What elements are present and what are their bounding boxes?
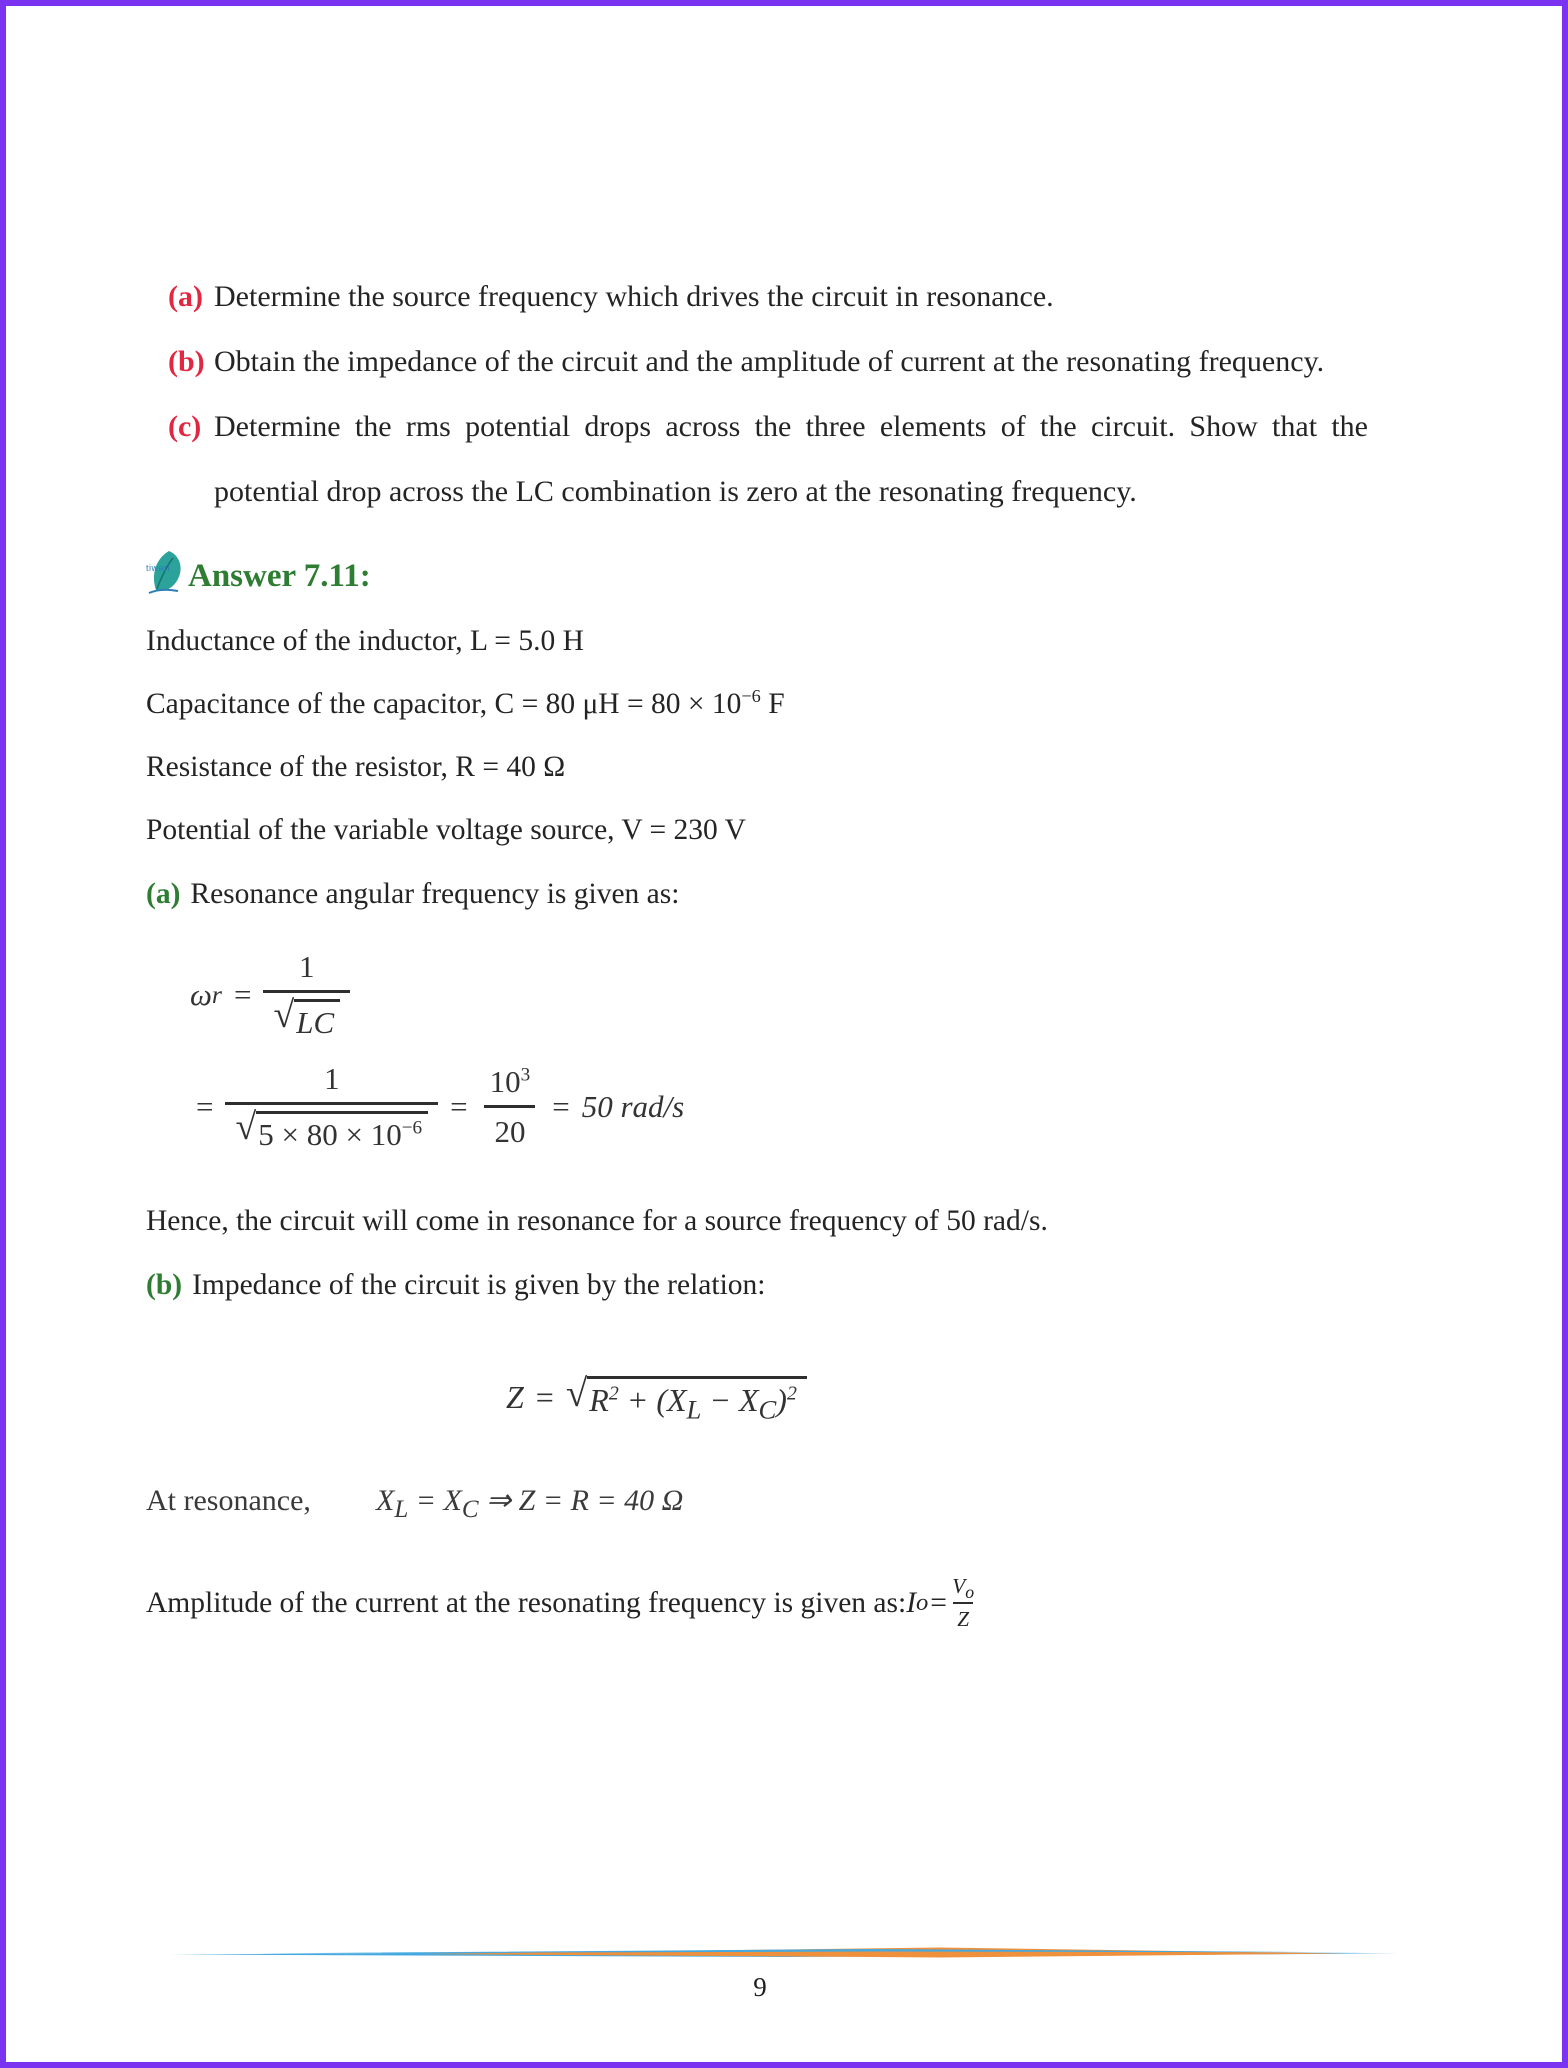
ten-exponent: 3 <box>520 1064 531 1086</box>
fraction <box>263 949 350 1041</box>
current-symbol: I <box>906 1586 917 1619</box>
v-subscript: o <box>965 1582 975 1603</box>
page-content <box>6 264 1562 1632</box>
at-resonance-line <box>146 1483 1368 1523</box>
ten-base: 10 <box>489 1064 521 1099</box>
question-text-a: Determine the source frequency which drives the circuit in resonance. <box>214 280 1054 313</box>
xl-subscript: L <box>686 1394 702 1425</box>
question-block <box>168 264 1368 524</box>
resonance-equation <box>376 1484 684 1523</box>
radical-sign: √ <box>565 1372 588 1415</box>
minus-x: − X <box>701 1382 759 1418</box>
fraction <box>225 1061 438 1153</box>
c-subscript: C <box>461 1496 479 1523</box>
square-root <box>273 994 340 1041</box>
numerator <box>480 1064 541 1105</box>
paren-exponent: 2 <box>786 1382 797 1405</box>
question-item-c <box>168 394 1368 524</box>
formula-omega-value <box>184 1061 1368 1153</box>
l-subscript: L <box>394 1496 409 1523</box>
amplitude-text: Amplitude of the current at the resonating frequency is given as: <box>146 1586 907 1619</box>
radical-sign: √ <box>235 1106 257 1148</box>
z-symbol: Z <box>506 1379 524 1415</box>
formula-impedance <box>506 1372 1368 1425</box>
radicand: LC <box>294 999 340 1041</box>
given-capacitance <box>146 673 1368 736</box>
answer-heading-text: Answer 7.11: <box>188 558 371 594</box>
denominator: Z <box>953 1602 973 1632</box>
numerator: 1 <box>324 1061 340 1096</box>
at-resonance-label: At resonance, <box>146 1484 311 1517</box>
numerator <box>948 1574 978 1602</box>
v-symbol: V <box>952 1574 966 1598</box>
r-exponent: 2 <box>608 1382 619 1405</box>
formula-omega-r: ω r = 1 √ LC <box>190 949 1368 1041</box>
radical-sign: √ <box>273 994 295 1036</box>
amplitude-line: Amplitude of the current at the resonating frequency is given as: I o = $\frac{V_o}{Z}$ <box>146 1574 1368 1632</box>
equals-sign: = <box>196 1089 214 1124</box>
question-marker-a: (a) <box>168 280 203 313</box>
given-resistance: Resistance of the resistor, R = 40 Ω <box>146 751 566 783</box>
equals-sign: = <box>535 1379 554 1415</box>
capacitance-exponent: −6 <box>741 686 761 707</box>
equals-x: = X <box>408 1484 462 1517</box>
denominator <box>263 990 350 1041</box>
given-inductance: Inductance of the inductor, L = 5.0 H <box>146 625 584 657</box>
numerator: 1 <box>299 949 315 984</box>
xc-subscript: C <box>758 1394 777 1425</box>
question-item-b <box>168 329 1368 394</box>
omega-symbol: ω <box>190 977 212 1012</box>
question-item-a <box>168 264 1368 329</box>
part-a-line <box>146 862 1368 927</box>
square-root <box>565 1372 807 1425</box>
equals-sign: = <box>928 1586 949 1619</box>
radicand <box>256 1111 428 1153</box>
part-a-marker: (a) <box>146 878 181 910</box>
denominator <box>225 1102 438 1153</box>
question-marker-c: (c) <box>168 410 202 443</box>
hence-statement: Hence, the circuit will come in resonance for a source frequency of 50 rad/s. <box>146 1205 1048 1237</box>
answer-heading <box>146 548 1368 602</box>
given-voltage: Potential of the variable voltage source, V = 230 V <box>146 814 746 846</box>
r-term: R <box>589 1382 609 1418</box>
radicand <box>587 1376 807 1425</box>
plus-open: + (X <box>618 1382 687 1418</box>
denominator: 20 <box>484 1105 535 1150</box>
tiwari-academy-logo <box>146 548 186 600</box>
fraction <box>480 1064 541 1150</box>
close-paren: ) <box>776 1382 787 1418</box>
capacitance-unit: F <box>760 688 785 720</box>
question-text-b: Obtain the impedance of the circuit and the amplitude of current at the resonating frequency. <box>214 345 1325 378</box>
logo-text: tiwari <box>146 563 171 573</box>
equals-sign: = <box>552 1089 570 1124</box>
part-b-marker: (b) <box>146 1269 183 1301</box>
x-symbol: X <box>376 1484 395 1517</box>
equals-sign: = <box>450 1089 468 1124</box>
part-b-line <box>146 1253 1368 1318</box>
equals-sign: = <box>233 977 252 1012</box>
page-number: 9 <box>753 1972 767 2002</box>
result-value: 50 rad/s <box>581 1089 685 1124</box>
fraction <box>948 1574 978 1632</box>
part-b-text: Impedance of the circuit is given by the relation: <box>192 1269 766 1301</box>
capacitance-text: Capacitance of the capacitor, C = 80 μH = 80 × 10 <box>146 688 742 720</box>
square-root <box>235 1106 428 1153</box>
implies-result: ⇒ Z = R = 40 Ω <box>478 1484 684 1517</box>
question-marker-b: (b) <box>168 345 205 378</box>
footer-divider <box>170 1946 1400 1960</box>
question-text-c: Determine the rms potential drops across the three elements of the circuit. Show that the potential drop across the LC combination is zero at the resonating frequency. <box>214 410 1368 508</box>
radicand-exponent: −6 <box>401 1117 423 1139</box>
part-a-text: Resonance angular frequency is given as: <box>190 878 680 910</box>
radicand-text: 5 × 80 × 10 <box>258 1117 402 1152</box>
